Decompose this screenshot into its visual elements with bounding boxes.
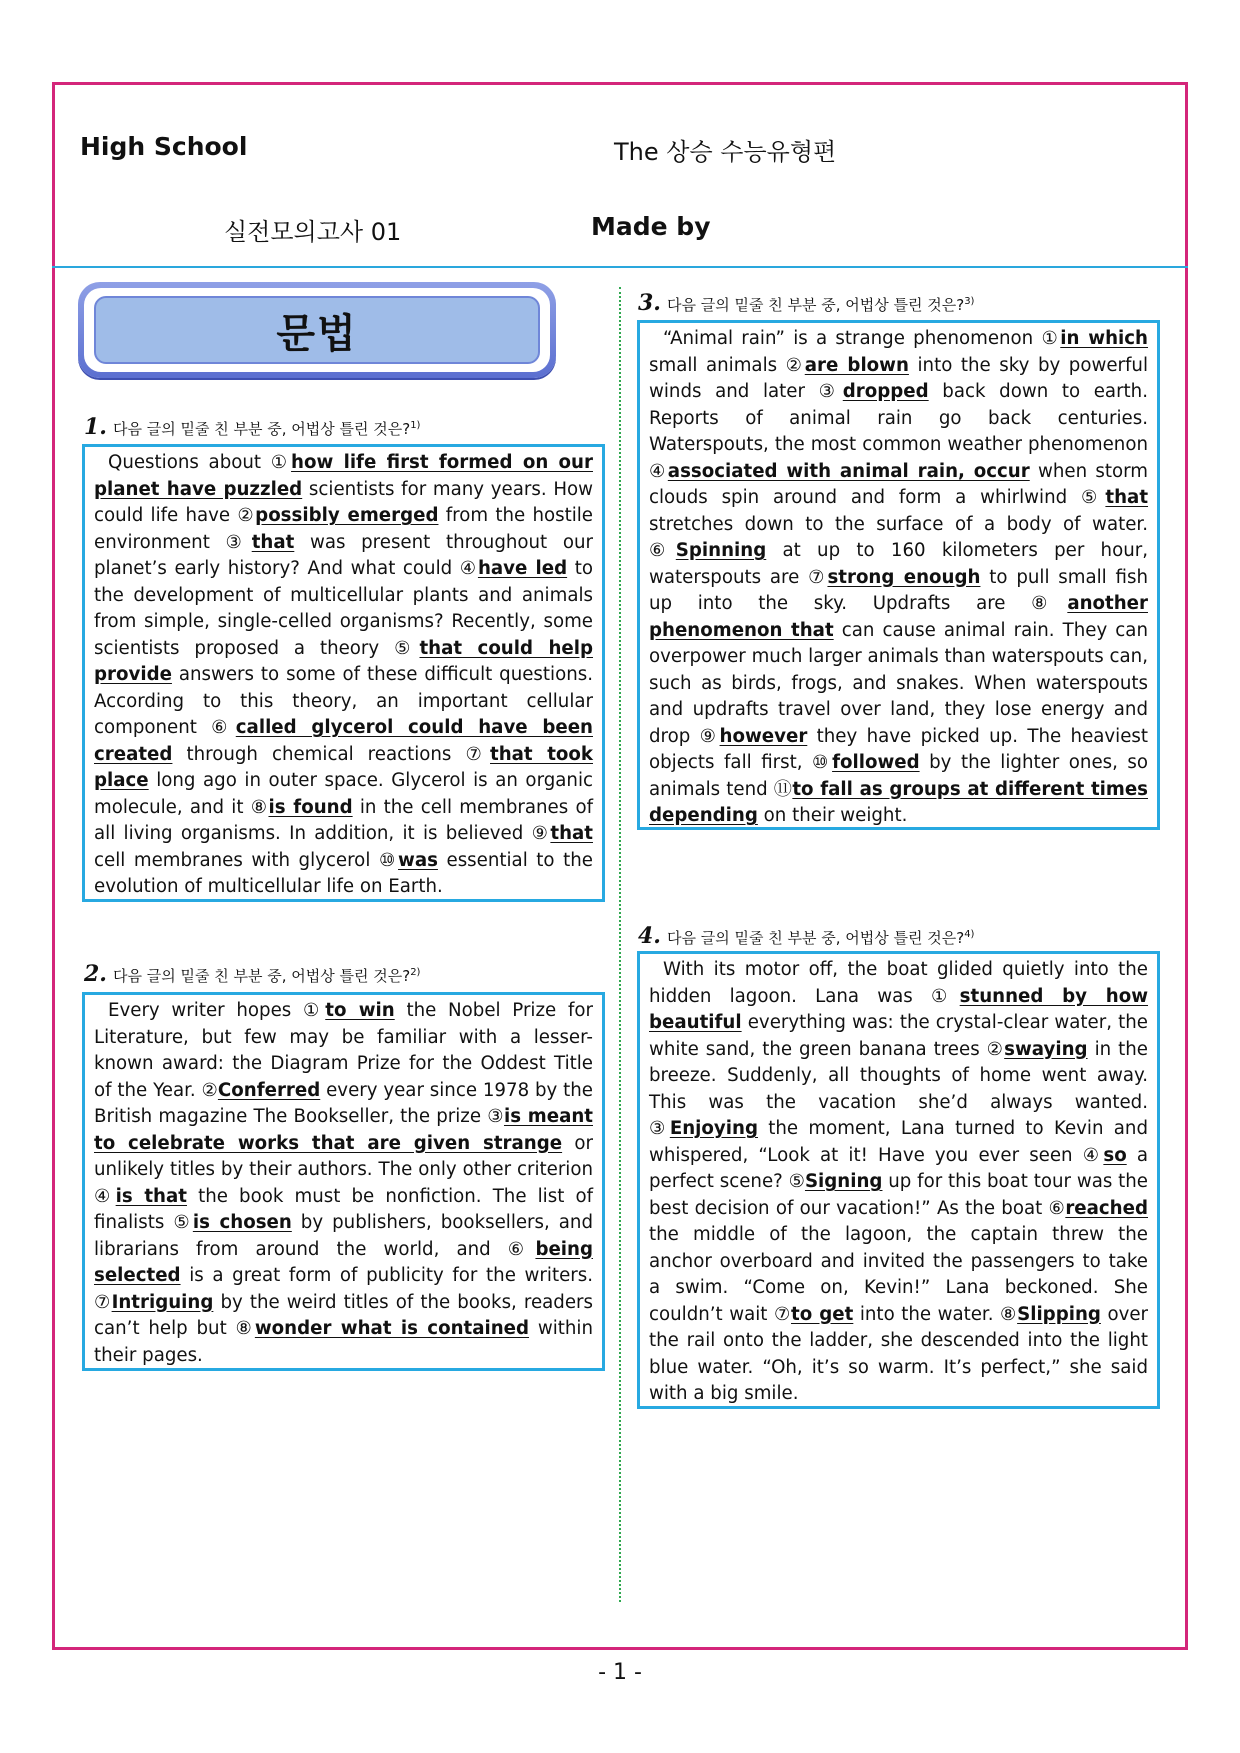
passage-text: into the sky by powerful winds and later xyxy=(649,354,1148,402)
passage-text: ⑧ xyxy=(250,796,269,818)
underlined-choice: possibly emerged xyxy=(255,505,439,526)
passage-text: by publishers, booksellers, and librarians from around the world, and xyxy=(94,1212,594,1260)
passage-text: ⑤ xyxy=(173,1212,193,1233)
question-2-passage-box xyxy=(82,992,605,1371)
passage-text: ⑥ xyxy=(649,540,676,561)
passage-text: ③ xyxy=(649,1118,670,1139)
question-3-passage xyxy=(649,326,1148,830)
passage-text: back down to earth. Reports of animal rain go back centuries. Waterspouts, the most common weather phenomenon xyxy=(649,381,1148,455)
question-1-prompt: 다음 글의 밑줄 친 부분 중, 어법상 틀린 것은? xyxy=(112,420,411,438)
passage-text: stretches down to the surface of a body of water. xyxy=(649,513,1148,535)
passage-text: ⑧ xyxy=(1000,1303,1018,1325)
passage-text: ② xyxy=(986,1038,1005,1060)
passage-text: ② xyxy=(785,354,805,376)
underlined-choice: is chosen xyxy=(192,1212,292,1233)
underlined-choice: being selected xyxy=(94,1238,593,1286)
question-4-number: 4. xyxy=(638,923,661,949)
passage-text: ⑩ xyxy=(812,752,833,773)
passage-text: ⑧ xyxy=(1031,593,1068,614)
passage-text: ⑦ xyxy=(808,566,828,588)
underlined-choice: associated with animal rain, occur xyxy=(667,460,1030,482)
underlined-choice: Intriguing xyxy=(111,1291,214,1313)
underlined-choice: that xyxy=(550,823,593,844)
passage-text: scientists for many years. How could life have xyxy=(94,478,594,526)
underlined-choice: dropped xyxy=(842,381,929,402)
passage-text: ① xyxy=(930,985,960,1007)
question-4-heading xyxy=(638,923,974,949)
underlined-choice: Signing xyxy=(804,1171,883,1192)
section-title-banner xyxy=(78,282,556,378)
passage-text: cell membranes with glycerol xyxy=(94,849,379,871)
question-1-number: 1. xyxy=(84,414,107,440)
underlined-choice: to win xyxy=(325,1000,395,1021)
passage-text: on their weight. xyxy=(757,805,908,826)
passage-text: “Animal rain” is a strange phenomenon xyxy=(663,328,1042,349)
passage-text: ③ xyxy=(487,1106,504,1127)
underlined-choice: how life first formed on our planet have puzzled xyxy=(94,452,593,500)
passage-text: ① xyxy=(1041,328,1061,349)
passage-text: they have picked up. The heaviest objects fall first, xyxy=(649,725,1149,773)
passage-text: can cause animal rain. They can overpower much larger animals than waterspouts can, such as birds, frogs, and snakes. When waterspouts and updrafts travel over land, they lose energy and drop xyxy=(649,619,1148,747)
passage-text: ① xyxy=(270,452,292,473)
question-1-heading xyxy=(84,414,420,440)
passage-text: up for this boat tour was the best decision of our vacation!” As the boat xyxy=(649,1171,1148,1219)
passage-text: ⑩ xyxy=(378,849,399,871)
underlined-choice: wonder what is contained xyxy=(254,1318,530,1339)
passage-text: or unlikely titles by their authors. The only other criterion xyxy=(94,1132,593,1180)
underlined-choice: Conferred xyxy=(217,1079,321,1101)
underlined-choice: to get xyxy=(791,1303,854,1325)
question-2-passage xyxy=(94,998,593,1369)
question-1-footnote: 1) xyxy=(410,420,421,431)
passage-text: from the hostile environment xyxy=(94,505,593,553)
header-book-title: The 상승 수능유형편 xyxy=(614,138,837,166)
passage-text: ⑥ xyxy=(211,717,236,738)
underlined-choice: swaying xyxy=(1004,1038,1088,1060)
passage-text: ⑥ xyxy=(1048,1197,1066,1219)
section-title: 문법 xyxy=(276,310,358,357)
question-3-number: 3. xyxy=(638,290,661,316)
passage-text: ④ xyxy=(94,1185,116,1207)
passage-text: at up to 160 kilometers per hour, waterspouts are xyxy=(649,540,1149,588)
underlined-choice: strong enough xyxy=(827,566,981,588)
passage-text: answers to some of these difficult questions. According to this theory, an important cellular component xyxy=(94,664,593,738)
passage-text: within their pages. xyxy=(94,1318,594,1366)
passage-text: in the cell membranes of all living organisms. In addition, it is believed xyxy=(94,796,593,844)
passage-text: ⑧ xyxy=(235,1318,255,1339)
underlined-choice: another phenomenon that xyxy=(649,593,1148,641)
underlined-choice: that xyxy=(1105,487,1149,508)
passage-text: ⑦ xyxy=(94,1291,112,1313)
question-3-footnote: 3) xyxy=(964,296,975,307)
passage-text: is a great form of publicity for the writers. xyxy=(180,1265,593,1286)
passage-text: over the rail onto the ladder, she descended into the light blue water. “Oh, it’s so warm. It’s perfect,” she said with a big smile. xyxy=(649,1303,1149,1404)
question-3-passage-box xyxy=(637,320,1160,830)
question-3-prompt: 다음 글의 밑줄 친 부분 중, 어법상 틀린 것은? xyxy=(666,296,965,314)
question-3-heading xyxy=(638,290,974,316)
passage-text: ④ xyxy=(649,460,668,482)
underlined-choice: is that xyxy=(115,1185,187,1207)
passage-text: to pull small fish up into the sky. Updrafts are xyxy=(649,566,1148,614)
passage-text: With its motor off, the boat glided quietly into the hidden lagoon. Lana was xyxy=(649,959,1148,1007)
passage-text: ① xyxy=(302,1000,326,1021)
passage-text: ⑦ xyxy=(773,1303,792,1325)
question-4-footnote: 4) xyxy=(964,929,975,940)
page-number: - 1 - xyxy=(598,1660,642,1685)
underlined-choice: in which xyxy=(1060,328,1149,349)
passage-text: ⑪ xyxy=(773,778,793,800)
passage-text: small animals xyxy=(649,354,786,376)
underlined-choice: is meant to celebrate works that are given strange xyxy=(94,1106,593,1154)
passage-text: everything was: the crystal-clear water, the white sand, the green banana trees xyxy=(649,1012,1148,1060)
header-made-by: Made by xyxy=(591,212,711,241)
underlined-choice: followed xyxy=(832,752,920,773)
question-4-passage-box xyxy=(637,951,1160,1409)
underlined-choice: have led xyxy=(477,558,568,579)
passage-text: long ago in outer space. Glycerol is an organic molecule, and it xyxy=(94,770,593,818)
passage-text: ③ xyxy=(225,531,252,553)
passage-text: ⑨ xyxy=(531,823,551,844)
question-4-prompt: 다음 글의 밑줄 친 부분 중, 어법상 틀린 것은? xyxy=(666,929,965,947)
passage-text: ⑤ xyxy=(394,637,420,659)
passage-text: ⑤ xyxy=(788,1171,805,1192)
underlined-choice: was xyxy=(398,849,438,871)
passage-text: ⑤ xyxy=(1081,487,1106,508)
underlined-choice: that could help provide xyxy=(94,637,593,685)
header-exam-title: 실전모의고사 01 xyxy=(224,218,402,246)
passage-text: through chemical reactions xyxy=(172,743,466,765)
passage-text: ④ xyxy=(1082,1144,1104,1166)
passage-text: Every writer hopes xyxy=(108,1000,303,1021)
underlined-choice: so xyxy=(1103,1144,1127,1166)
question-2-heading xyxy=(84,961,420,987)
underlined-choice: that took place xyxy=(94,743,593,791)
question-4-passage xyxy=(649,957,1148,1408)
underlined-choice: are blown xyxy=(804,354,909,376)
underlined-choice: however xyxy=(719,725,808,747)
underlined-choice: Enjoying xyxy=(669,1118,758,1139)
passage-text: ④ xyxy=(459,558,478,579)
underlined-choice: stunned by how beautiful xyxy=(649,985,1149,1033)
passage-text: ⑦ xyxy=(465,743,491,765)
passage-text: Questions about xyxy=(108,452,271,473)
passage-text: in the breeze. Suddenly, all thoughts of home went away. This was the vacation she’d always wanted. xyxy=(649,1038,1148,1113)
passage-text: the middle of the lagoon, the captain threw the anchor overboard and invited the passengers to take a swim. “Come on, Kevin!” Lana beckoned. She couldn’t wait xyxy=(649,1224,1148,1325)
underlined-choice: reached xyxy=(1065,1197,1148,1219)
passage-text: into the water. xyxy=(853,1303,1001,1325)
question-1-passage xyxy=(94,450,593,901)
underlined-choice: is found xyxy=(268,796,353,818)
passage-text: ⑨ xyxy=(699,725,720,747)
passage-text: ③ xyxy=(818,381,843,402)
question-2-footnote: 2) xyxy=(410,967,421,978)
underlined-choice: that xyxy=(251,531,295,553)
header-school: High School xyxy=(80,132,248,161)
passage-text: a perfect scene? xyxy=(649,1144,1148,1192)
passage-text: was present throughout our planet’s early history? And what could xyxy=(94,531,593,579)
passage-text: by the weird titles of the books, readers can’t help but xyxy=(94,1291,593,1339)
passage-text: ⑥ xyxy=(507,1238,536,1260)
passage-text: ② xyxy=(237,505,256,526)
passage-text: the moment, Lana turned to Kevin and whispered, “Look at it! Have you ever seen xyxy=(649,1118,1148,1166)
passage-text: ② xyxy=(201,1079,218,1101)
passage-text: by the lighter ones, so animals tend xyxy=(649,752,1148,800)
underlined-choice: Slipping xyxy=(1017,1303,1101,1325)
passage-text: every year since 1978 by the British magazine The Bookseller, the prize xyxy=(94,1079,593,1127)
passage-text: the book must be nonfiction. The list of finalists xyxy=(94,1185,593,1233)
underlined-choice: called glycerol could have been created xyxy=(94,717,593,765)
column-divider xyxy=(619,287,621,1602)
passage-text: to the development of multicellular plants and animals from simple, single-celled organisms? Recently, some scientists proposed a theory xyxy=(94,558,593,659)
question-2-prompt: 다음 글의 밑줄 친 부분 중, 어법상 틀린 것은? xyxy=(112,967,411,985)
underlined-choice: Spinning xyxy=(675,540,767,561)
passage-text: when storm clouds spin around and form a whirlwind xyxy=(649,460,1148,508)
question-2-number: 2. xyxy=(84,961,107,987)
underlined-choice: to fall as groups at different times depending xyxy=(649,778,1148,826)
header-rule xyxy=(52,266,1188,268)
passage-text: essential to the evolution of multicellular life on Earth. xyxy=(94,849,593,897)
question-1-passage-box xyxy=(82,444,605,902)
passage-text: the Nobel Prize for Literature, but few may be familiar with a lesser-known award: the Diagram Prize for the Oddest Title of the Year. xyxy=(94,1000,593,1101)
